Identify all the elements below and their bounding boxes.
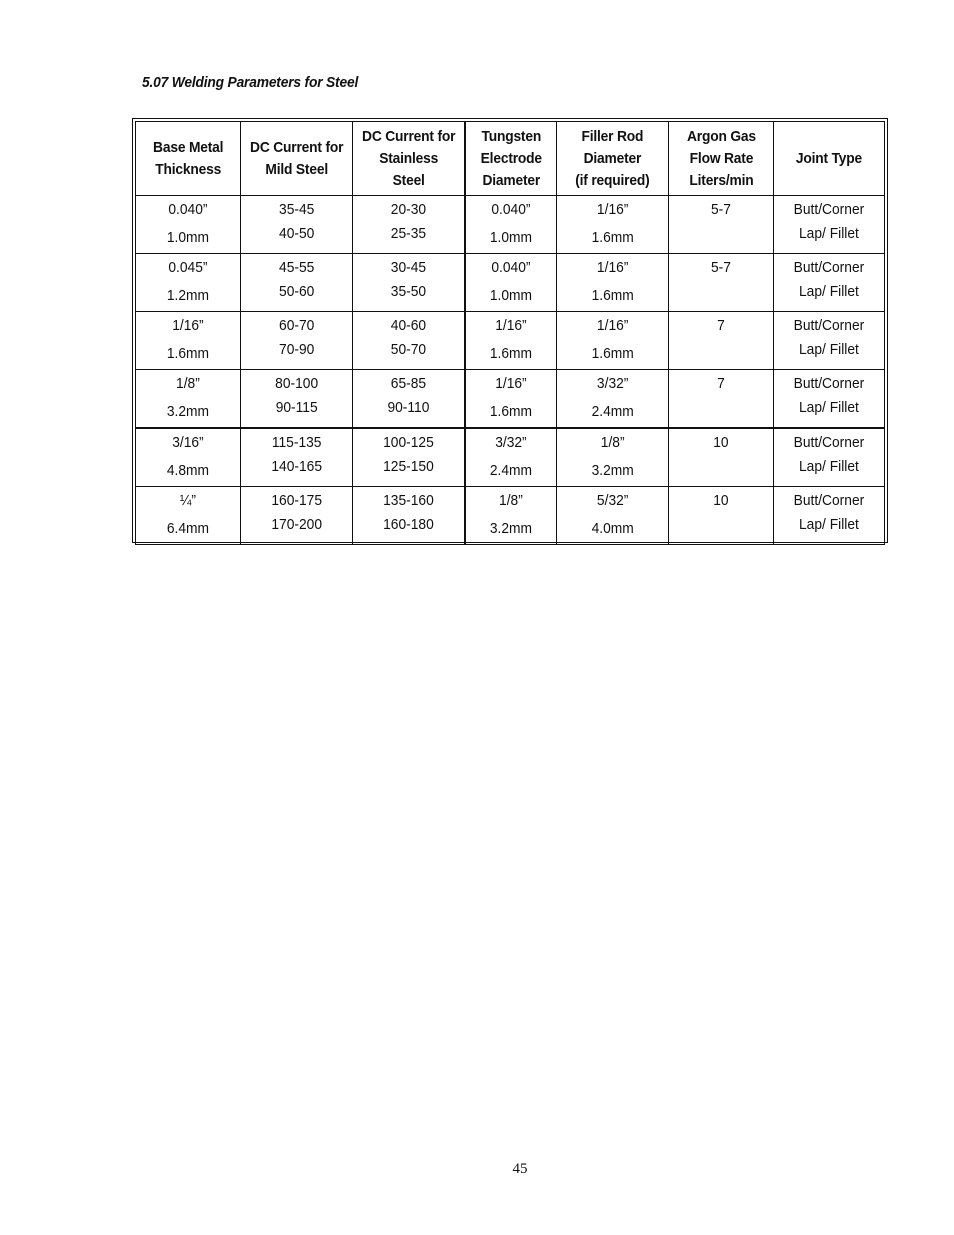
cell-value: 0.045” [168,259,208,276]
cell-value: 135-160 [383,492,434,509]
table-row [136,196,885,254]
cell-thickness [136,487,241,545]
cell-argon [669,196,774,254]
cell-value: 1.6mm [591,287,634,304]
cell-filler [556,254,668,312]
column-header-text [687,126,756,192]
cell-value: 1.6mm [489,403,533,420]
cell-value: Butt/Corner [793,375,865,392]
header-row [136,122,885,196]
cell-value: Lap/ Fillet [799,399,859,416]
cell-value: 100-125 [383,434,434,451]
cell-value: 20-30 [390,201,427,218]
table-row [136,312,885,370]
cell-value: 1.6mm [591,345,634,362]
cell-filler [556,312,668,370]
cell-stainless [353,196,465,254]
cell-value: 3/32” [596,375,629,392]
cell-value: 5-7 [711,259,732,276]
cell-tungsten [465,428,556,487]
cell-value: 3.2mm [591,462,634,479]
cell-value: 5-7 [711,201,732,218]
column-header-joint [774,122,885,196]
column-header-text [796,148,862,170]
cell-value: 1/8” [176,375,200,392]
cell-value: 1.6mm [591,229,634,246]
column-header-text [153,137,223,181]
cell-value: 1/16” [495,375,527,392]
table-body [136,196,885,545]
cell-argon [669,428,774,487]
table-row [136,370,885,429]
cell-tungsten [465,487,556,545]
cell-value: 10 [713,492,729,509]
column-header-line: Base Metal [152,138,224,156]
cell-value: 70-90 [278,341,315,358]
cell-value: Butt/Corner [793,317,865,334]
cell-value: 1.6mm [489,345,533,362]
cell-argon [669,312,774,370]
column-header-line: Filler Rod [581,127,644,145]
column-header-thickness [136,122,241,196]
cell-value: 10 [713,434,729,451]
cell-value: 1.6mm [166,345,210,362]
cell-value: 35-50 [390,283,427,300]
cell-thickness [136,312,241,370]
cell-mild [240,196,352,254]
cell-value: Butt/Corner [793,201,865,218]
cell-value: 125-150 [383,458,434,475]
cell-value: 0.040” [491,201,531,218]
cell-value: ¼” [179,492,196,509]
cell-value: 1/16” [172,317,204,334]
cell-argon [669,254,774,312]
cell-filler [556,370,668,429]
cell-value: 50-70 [390,341,427,358]
cell-value: Lap/ Fillet [799,225,859,242]
cell-stainless [353,312,465,370]
column-header-text [575,126,649,192]
column-header-line: Diameter [482,171,540,189]
cell-joint [774,254,885,312]
cell-value: Lap/ Fillet [799,341,859,358]
cell-thickness [136,428,241,487]
cell-value: 0.040” [491,259,531,276]
welding-parameters-table-frame [132,118,888,543]
cell-mild [240,487,352,545]
cell-value: 7 [717,317,726,334]
cell-joint [774,312,885,370]
cell-value: Butt/Corner [793,492,865,509]
column-header-line: Liters/min [689,171,754,189]
cell-value: 3.2mm [489,520,533,537]
cell-stainless [353,370,465,429]
column-header-line: Mild Steel [265,160,328,178]
cell-value: 3/32” [495,434,527,451]
table-row [136,428,885,487]
cell-value: 115-135 [271,434,322,451]
cell-thickness [136,370,241,429]
cell-filler [556,487,668,545]
cell-stainless [353,428,465,487]
cell-value: 6.4mm [166,520,210,537]
column-header-text [362,126,455,192]
cell-value: 1/8” [600,434,625,451]
cell-joint [774,370,885,429]
cell-value: 1/16” [596,317,629,334]
cell-argon [669,487,774,545]
column-header-argon [669,122,774,196]
table-row [136,254,885,312]
cell-value: 90-110 [387,399,430,416]
cell-value: Butt/Corner [793,259,865,276]
column-header-line: DC Current for [249,138,344,156]
cell-value: 65-85 [390,375,427,392]
cell-value: 0.040” [168,201,208,218]
welding-parameters-table [135,121,885,545]
cell-value: 1/16” [596,201,629,218]
column-header-line: Tungsten [481,127,541,145]
cell-tungsten [465,370,556,429]
table-row [136,487,885,545]
cell-value: 1.0mm [489,287,533,304]
cell-mild [240,254,352,312]
cell-thickness [136,254,241,312]
cell-filler [556,428,668,487]
column-header-line: DC Current for [361,127,456,145]
column-header-text [250,137,343,181]
cell-value: 160-180 [383,516,434,533]
cell-mild [240,312,352,370]
cell-value: 40-60 [390,317,427,334]
cell-value: 140-165 [271,458,322,475]
cell-value: 90-115 [275,399,318,416]
cell-value: 45-55 [278,259,315,276]
cell-value: 25-35 [390,225,427,242]
cell-mild [240,428,352,487]
column-header-line: Diameter [583,149,642,167]
cell-value: Lap/ Fillet [799,516,859,533]
cell-value: 40-50 [278,225,315,242]
column-header-filler [556,122,668,196]
cell-value: 80-100 [275,375,319,392]
cell-tungsten [465,312,556,370]
cell-value: 1/16” [495,317,527,334]
cell-filler [556,196,668,254]
cell-value: 35-45 [278,201,315,218]
cell-tungsten [465,196,556,254]
cell-value: 160-175 [271,492,322,509]
cell-value: 1/16” [596,259,629,276]
cell-joint [774,428,885,487]
cell-value: 2.4mm [489,462,533,479]
cell-value: 4.0mm [591,520,634,537]
cell-value: 2.4mm [591,403,634,420]
column-header-line: Thickness [154,160,221,178]
column-header-stainless [353,122,465,196]
cell-value: 30-45 [390,259,427,276]
cell-value: 1/8” [499,492,523,509]
cell-stainless [353,487,465,545]
cell-joint [774,487,885,545]
cell-tungsten [465,254,556,312]
cell-value: 1.2mm [166,287,210,304]
cell-value: Lap/ Fillet [799,283,859,300]
cell-value: 1.0mm [489,229,533,246]
cell-joint [774,196,885,254]
column-header-line: Electrode [480,149,542,167]
cell-value: 5/32” [596,492,629,509]
cell-value: 60-70 [278,317,315,334]
cell-value: 3/16” [172,434,204,451]
section-title: 5.07 Welding Parameters for Steel [142,74,359,91]
cell-thickness [136,196,241,254]
column-header-line: Joint Type [795,149,863,167]
column-header-line: Flow Rate [689,149,753,167]
cell-value: 1.0mm [166,229,210,246]
column-header-text [480,126,541,192]
cell-value: 170-200 [271,516,322,533]
cell-value: Butt/Corner [793,434,865,451]
column-header-line: Steel [392,171,425,189]
column-header-tung [465,122,556,196]
column-header-mild [240,122,352,196]
cell-value: 3.2mm [166,403,210,420]
cell-value: 50-60 [278,283,315,300]
page-number: 45 [512,1161,528,1177]
cell-mild [240,370,352,429]
cell-argon [669,370,774,429]
column-header-line: (if required) [575,171,650,189]
column-header-line: Stainless [379,149,439,167]
cell-value: 4.8mm [166,462,210,479]
cell-value: 7 [717,375,726,392]
cell-stainless [353,254,465,312]
cell-value: Lap/ Fillet [799,458,859,475]
column-header-line: Argon Gas [686,127,756,145]
